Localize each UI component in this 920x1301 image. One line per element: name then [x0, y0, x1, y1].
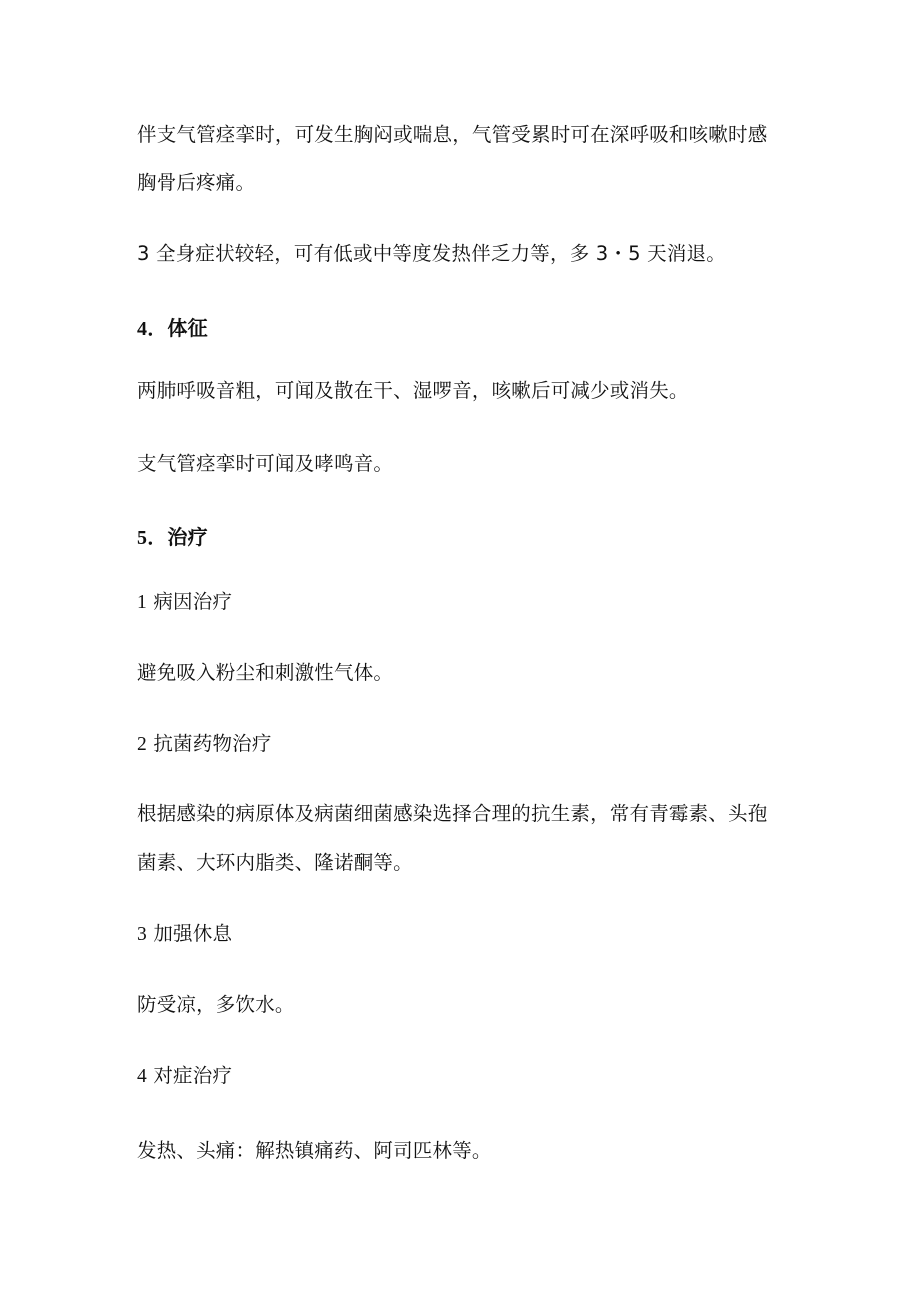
- item-number: 1: [137, 592, 147, 613]
- item-heading: 加强休息: [153, 922, 233, 945]
- paragraph-bronchospasm-line2: 胸骨后疼痛。: [137, 171, 256, 194]
- paragraph-antibiotics-line1: 根据感染的病原体及病菌细菌感染选择合理的抗生素，常有青霉素、头孢: [137, 802, 768, 825]
- item-heading: 抗菌药物治疗: [153, 732, 272, 755]
- paragraph-systemic-symptoms: 3 全身症状较轻，可有低或中等度发热伴乏力等，多 3・5 天消退。: [137, 242, 726, 265]
- paragraph-bronchospasm-line1: 伴支气管痉挛时，可发生胸闷或喘息，气管受累时可在深呼吸和咳嗽时感: [137, 123, 768, 146]
- subheading-etiology-treatment: [137, 589, 232, 616]
- item-number: 2: [137, 734, 147, 755]
- item-heading: 病因治疗: [153, 590, 233, 613]
- paragraph-wheezing: 支气管痉挛时可闻及哮鸣音。: [137, 452, 394, 475]
- paragraph-antipyretics: 发热、头痛：解热镇痛药、阿司匹林等。: [137, 1139, 492, 1162]
- subheading-antibiotic-treatment: [137, 731, 272, 758]
- item-number: 4: [137, 1066, 147, 1087]
- section-heading-treatment: [137, 524, 208, 551]
- paragraph-breath-sounds: 两肺呼吸音粗，可闻及散在干、湿啰音，咳嗽后可减少或消失。: [137, 379, 689, 402]
- section-title: ．体征: [147, 316, 208, 340]
- paragraph-antibiotics-line2: 菌素、大环内脂类、隆诺酮等。: [137, 851, 413, 874]
- item-heading: 对症治疗: [153, 1064, 233, 1087]
- section-title: ．治疗: [147, 525, 208, 549]
- subheading-symptomatic-treatment: [137, 1063, 232, 1090]
- section-number: 5: [137, 527, 148, 549]
- section-heading-signs: [137, 315, 208, 342]
- paragraph-avoid-dust: 避免吸入粉尘和刺激性气体。: [137, 661, 394, 684]
- section-number: 4: [137, 318, 148, 340]
- paragraph-keep-warm: 防受凉，多饮水。: [137, 993, 295, 1016]
- item-number: 3: [137, 924, 147, 945]
- subheading-rest: [137, 921, 232, 948]
